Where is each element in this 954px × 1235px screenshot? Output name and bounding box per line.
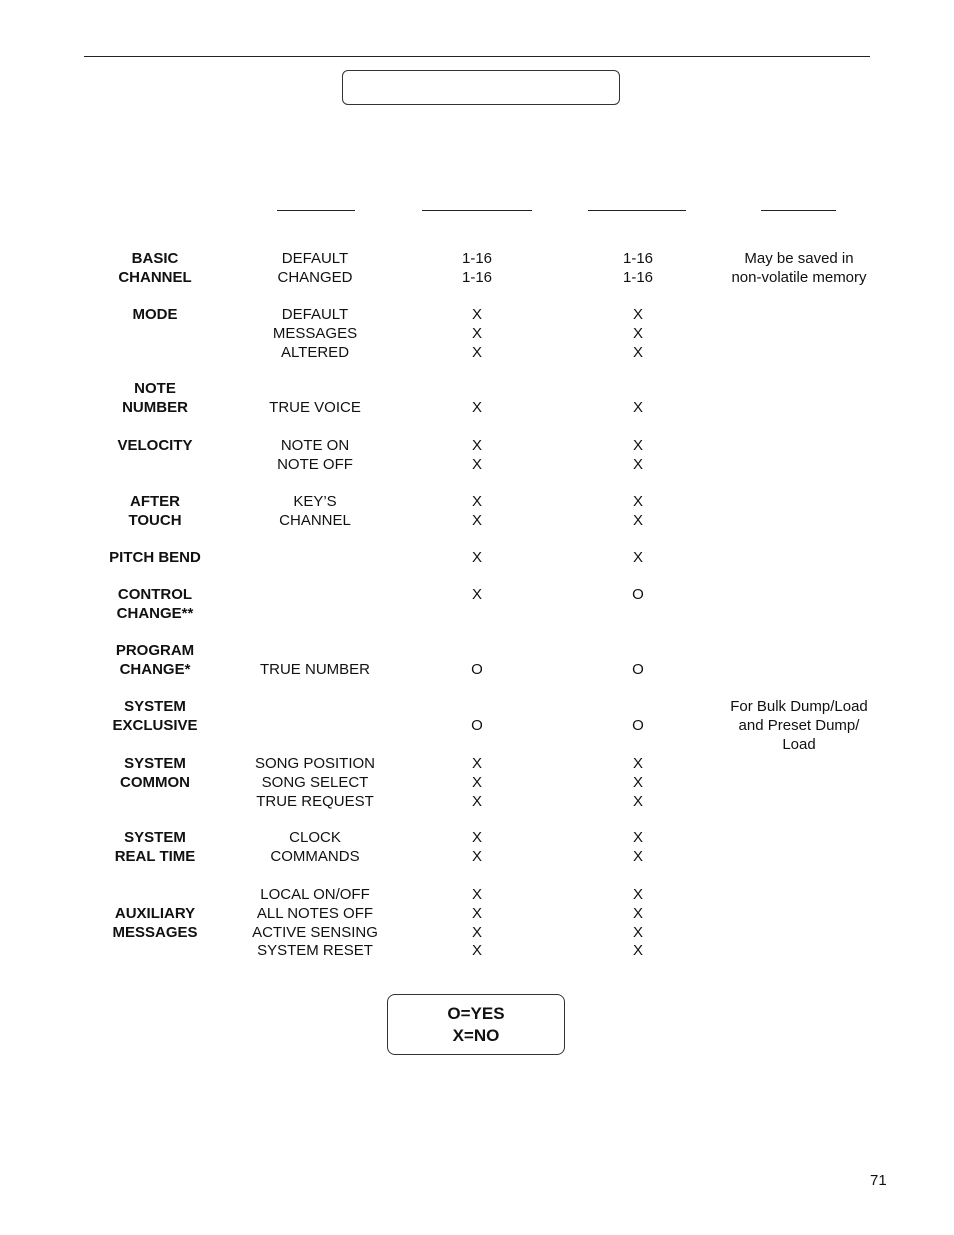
function-cell: PROGRAM CHANGE* [115,642,195,678]
sub-cell: TRUE NUMBER [259,660,370,678]
recognized-cell: O [632,586,644,603]
transmitted-cell: X X X X [471,886,482,960]
recognized-cell: X X X [632,306,643,361]
transmitted-cell: X X X [471,755,482,810]
function-cell: VELOCITY [117,437,193,454]
sub-cell: CLOCK COMMANDS [270,829,360,865]
transmitted-cell: X X [471,493,482,529]
sub-cell: DEFAULT MESSAGES ALTERED [272,306,358,361]
header-line-remarks [761,210,836,211]
legend-box [387,994,565,1055]
recognized-cell: X X [632,437,643,473]
transmitted-cell: X X [471,437,482,473]
transmitted-cell: X X [471,829,482,865]
function-cell: SYSTEM EXCLUSIVE [112,698,198,734]
function-cell: NOTE NUMBER [122,380,188,416]
transmitted-cell: 1-16 1-16 [461,250,493,286]
recognized-cell: X X [632,829,643,865]
transmitted-cell: O [471,716,483,734]
sub-cell: NOTE ON NOTE OFF [277,437,353,473]
header-line-transmitted [422,210,532,211]
sub-cell: TRUE VOICE [269,398,361,416]
recognized-cell: X X X X [632,886,643,960]
title-box [342,70,620,105]
remarks-cell: For Bulk Dump/Load and Preset Dump/ Load [730,698,868,753]
function-cell: SYSTEM COMMON [120,755,190,791]
sub-cell: DEFAULT CHANGED [277,250,353,286]
transmitted-cell: X X X [471,306,482,361]
sub-cell: SONG POSITION SONG SELECT TRUE REQUEST [254,755,375,810]
transmitted-cell: O [471,660,483,678]
function-cell: AFTER TOUCH [128,493,182,529]
remarks-cell: May be saved in non-volatile memory [731,250,867,286]
function-cell: AUXILIARY MESSAGES [112,904,198,941]
function-cell: PITCH BEND [109,549,201,566]
transmitted-cell: X [471,549,482,566]
page-number: 71 [870,1172,887,1189]
top-rule [84,56,870,57]
recognized-cell: O [632,716,644,734]
recognized-cell: X [632,398,643,416]
function-cell: CONTROL CHANGE** [116,586,194,622]
recognized-cell: X X X [632,755,643,810]
legend-text: O=YES X=NO [447,1003,505,1045]
recognized-cell: X X [632,493,643,529]
transmitted-cell: X [471,398,482,416]
sub-cell: KEY’S CHANNEL [279,493,351,529]
recognized-cell: X [632,549,643,566]
recognized-cell: O [632,660,644,678]
header-line-sub [277,210,355,211]
recognized-cell: 1-16 1-16 [622,250,654,286]
transmitted-cell: X [471,586,482,603]
function-cell: MODE [132,306,178,323]
function-cell: BASIC CHANNEL [118,250,192,286]
function-cell: SYSTEM REAL TIME [114,829,196,865]
header-line-recognized [588,210,686,211]
sub-cell: LOCAL ON/OFF ALL NOTES OFF ACTIVE SENSING SYSTEM RESET [252,886,378,960]
